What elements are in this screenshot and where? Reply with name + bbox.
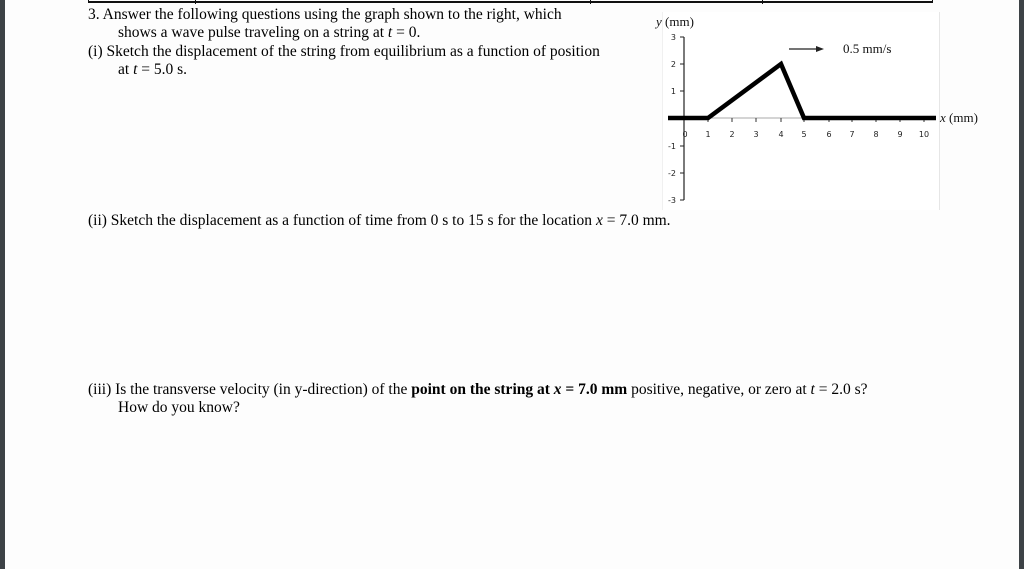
x-axis-title: x (mm) xyxy=(940,110,978,125)
intro-text: = 0. xyxy=(392,24,421,41)
svg-text:7: 7 xyxy=(849,130,855,139)
intro-text: shows a wave pulse traveling on a string at xyxy=(118,24,388,41)
part-i-text: at xyxy=(118,61,134,78)
part-iii-text: = 2.0 s? xyxy=(814,381,868,398)
y-axis-title: y (mm) xyxy=(656,14,694,29)
part-ii-label: (ii) Sketch the displacement as a function of time from 0 s to 15 s for the location xyxy=(88,212,596,229)
svg-text:1: 1 xyxy=(670,87,676,96)
question-intro-line2 xyxy=(118,24,420,41)
part-iii-line1 xyxy=(88,381,868,398)
intro-text: Answer the following questions using the graph shown to the right, which xyxy=(102,6,562,23)
svg-text:3: 3 xyxy=(670,33,676,42)
table-divider xyxy=(590,0,591,4)
wave-pulse-line xyxy=(668,64,936,118)
part-ii-text xyxy=(88,212,671,229)
graph-svg xyxy=(656,12,978,210)
svg-text:-2: -2 xyxy=(668,169,676,178)
svg-text:9: 9 xyxy=(897,130,903,139)
part-iii-text: positive, negative, or zero at xyxy=(627,381,811,398)
question-intro-line1 xyxy=(88,6,562,23)
svg-text:-3: -3 xyxy=(668,196,676,205)
part-iii-text: (iii) Is the transverse velocity (in y-direction) of the xyxy=(88,381,412,398)
previous-table-bottom-border xyxy=(88,0,933,3)
wave-pulse-graph xyxy=(656,12,978,210)
part-iii-line2: How do you know? xyxy=(118,399,240,416)
part-i-line1: (i) Sketch the displacement of the string from equilibrium as a function of position xyxy=(88,43,600,60)
svg-text:2: 2 xyxy=(729,130,735,139)
variable-x: x xyxy=(595,212,603,229)
window-edge xyxy=(1019,0,1024,569)
part-i-text: = 5.0 s. xyxy=(137,61,188,78)
variable-t: t xyxy=(810,381,815,398)
svg-text:2: 2 xyxy=(670,60,676,69)
table-divider xyxy=(195,0,196,4)
table-divider xyxy=(762,0,763,4)
part-i-line2 xyxy=(118,61,187,78)
svg-text:-1: -1 xyxy=(668,142,676,151)
svg-text:10: 10 xyxy=(918,130,930,139)
svg-text:6: 6 xyxy=(826,130,832,139)
svg-text:0: 0 xyxy=(682,130,688,139)
question-number: 3. xyxy=(88,6,100,23)
variable-t: t xyxy=(133,61,138,78)
svg-text:5: 5 xyxy=(801,130,807,139)
arrow-right-icon xyxy=(816,46,824,52)
part-ii-value: = 7.0 mm. xyxy=(602,212,671,229)
part-iii-emphasis: point on the string at x = 7.0 mm xyxy=(411,381,628,398)
variable-t: t xyxy=(387,24,393,41)
speed-label: 0.5 mm/s xyxy=(843,41,892,56)
svg-text:3: 3 xyxy=(753,130,759,139)
svg-text:1: 1 xyxy=(705,130,711,139)
svg-text:8: 8 xyxy=(873,130,879,139)
x-tick-labels xyxy=(682,130,929,139)
svg-text:4: 4 xyxy=(778,130,784,139)
